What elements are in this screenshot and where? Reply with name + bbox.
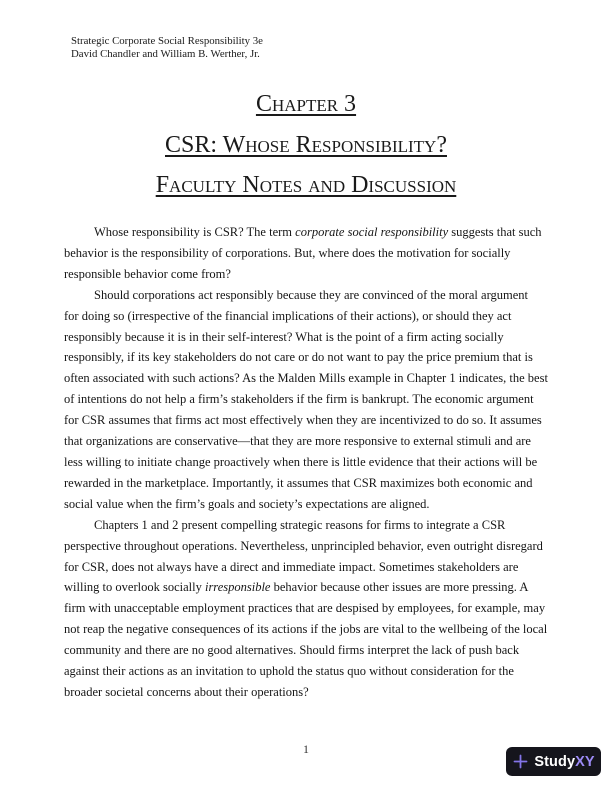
body-line: against their actions as an invitation to uphold the status quo without consideration for the — [64, 664, 514, 679]
body-line: broader societal concerns about their operations? — [64, 684, 309, 699]
body-line: of intentions do not help a firm’s stakeholders if the firm is bankrupt. The economic argument — [64, 392, 534, 407]
chapter-name-heading: CSR: Whose Responsibility? — [165, 131, 447, 158]
running-header-authors: David Chandler and William B. Werther, Jr. — [71, 48, 260, 60]
body-line: that organizations are conservative—that they are more responsive to external stimuli and are — [64, 434, 531, 449]
body-line: for CSR assumes that firms act most effectively when they are incentivized to do so. It assumes — [64, 413, 542, 428]
body-line: often associated with such actions? As the Malden Mills example in Chapter 1 indicates, the best — [64, 371, 548, 386]
body-line: not reap the negative consequences of its actions if the jobs are vital to the wellbeing of the local — [64, 622, 548, 637]
brand-text — [534, 754, 594, 770]
plus-icon — [512, 753, 529, 770]
body-line: for CSR, does not always have a direct and immediate impact. Sometimes stakeholders are — [64, 559, 519, 574]
body-line: firm with unacceptable employment practices that are despised by employees, for example, may — [64, 601, 546, 616]
body-line: rewarded in the marketplace. Importantly, it assumes that CSR maximizes both economic and — [64, 475, 533, 490]
body-line: responsibly because it is in their self-interest? What is the point of a firm acting socially — [64, 329, 504, 344]
chapter-subtitle-heading: Faculty Notes and Discussion — [155, 172, 457, 198]
body-line: Should corporations act responsibly because they are convinced of the moral argument — [94, 287, 529, 302]
body-line: for doing so (irrespective of the financial implications of their actions), or should they act — [64, 308, 512, 323]
page-number: 1 — [303, 742, 309, 756]
body-line: responsible behavior come from? — [64, 266, 231, 281]
brand-primary: Study — [534, 753, 576, 770]
brand-accent: XY — [575, 753, 595, 770]
chapter-number-heading: Chapter 3 — [255, 91, 357, 117]
body-line: social value when the firm’s goals and society’s expectations are aligned. — [64, 496, 430, 511]
body-line: Chapters 1 and 2 present compelling strategic reasons for firms to integrate a CSR — [94, 517, 506, 532]
studyxy-logo-badge[interactable] — [506, 747, 601, 776]
body-line: less willing to initiate change proactively when there is little evidence that their actions will be — [64, 454, 538, 469]
body-line: willing to overlook socially irresponsible behavior because other issues are more pressing. A — [64, 580, 529, 595]
body-line: community and there are no good alternatives. Should firms interpret the lack of push back — [64, 643, 520, 658]
body-line: behavior is the responsibility of corporations. But, where does the motivation for socially — [64, 245, 511, 260]
body-line: perspective throughout operations. Nevertheless, unprincipled behavior, even outright disregard — [64, 538, 543, 553]
body-line: Whose responsibility is CSR? The term corporate social responsibility suggests that such — [94, 225, 542, 239]
running-header-title: Strategic Corporate Social Responsibility 3e — [71, 35, 263, 47]
body-text — [64, 222, 548, 703]
running-header — [71, 35, 263, 61]
body-line: responsibly, if its key stakeholders do not care or do not want to pay the price premium that is — [64, 350, 533, 365]
chapter-title-block — [0, 84, 612, 206]
